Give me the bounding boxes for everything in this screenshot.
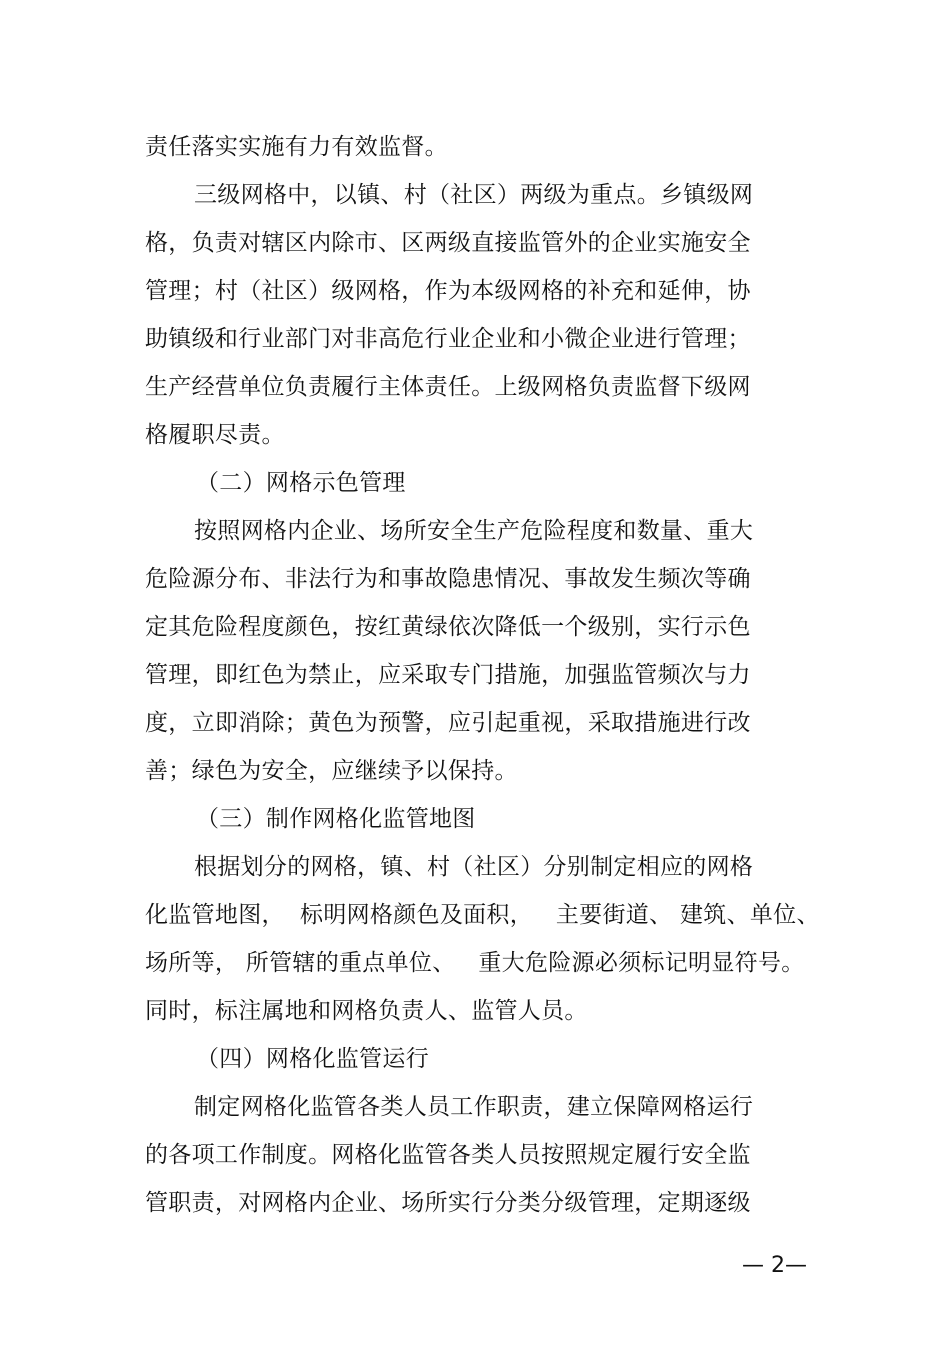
- paragraph-line: 的各项工作制度。网格化监管各类人员按照规定履行安全监: [145, 1142, 751, 1168]
- paragraph-line: 格履职尽责。: [145, 422, 285, 448]
- section-heading: （四）网格化监管运行: [196, 1046, 429, 1072]
- paragraph-line: 同时，标注属地和网格负责人、监管人员。: [145, 998, 588, 1024]
- paragraph-line: 生产经营单位负责履行主体责任。上级网格负责监督下级网: [145, 374, 751, 400]
- page-number: — 2—: [742, 1253, 807, 1278]
- paragraph-line: 按照网格内企业、场所安全生产危险程度和数量、重大: [194, 518, 754, 544]
- paragraph-line: 危险源分布、非法行为和事故隐患情况、事故发生频次等确: [145, 566, 751, 592]
- paragraph-line: 场所等， 所管辖的重点单位、 重大危险源必须标记明显符号。: [145, 950, 805, 976]
- paragraph-line: 化监管地图， 标明网格颜色及面积， 主要街道、 建筑、单位、: [145, 902, 820, 928]
- paragraph-line: 三级网格中，以镇、村（社区）两级为重点。乡镇级网: [194, 182, 754, 208]
- section-heading: （二）网格示色管理: [196, 470, 406, 496]
- paragraph-line: 管理；村（社区）级网格，作为本级网格的补充和延伸，协: [145, 278, 751, 304]
- paragraph-line: 定其危险程度颜色，按红黄绿依次降低一个级别，实行示色: [145, 614, 751, 640]
- paragraph-line: 责任落实实施有力有效监督。: [145, 134, 448, 160]
- paragraph-line: 善；绿色为安全，应继续予以保持。: [145, 758, 518, 784]
- paragraph-line: 根据划分的网格，镇、村（社区）分别制定相应的网格: [194, 854, 754, 880]
- paragraph-line: 格，负责对辖区内除市、区两级直接监管外的企业实施安全: [145, 230, 751, 256]
- paragraph-line: 助镇级和行业部门对非高危行业企业和小微企业进行管理；: [145, 326, 751, 352]
- paragraph-line: 制定网格化监管各类人员工作职责，建立保障网格运行: [194, 1094, 754, 1120]
- paragraph-line: 管理，即红色为禁止，应采取专门措施，加强监管频次与力: [145, 662, 751, 688]
- paragraph-line: 管职责，对网格内企业、场所实行分类分级管理，定期逐级: [145, 1190, 751, 1216]
- paragraph-line: 度，立即消除；黄色为预警，应引起重视，采取措施进行改: [145, 710, 751, 736]
- section-heading: （三）制作网格化监管地图: [196, 806, 476, 832]
